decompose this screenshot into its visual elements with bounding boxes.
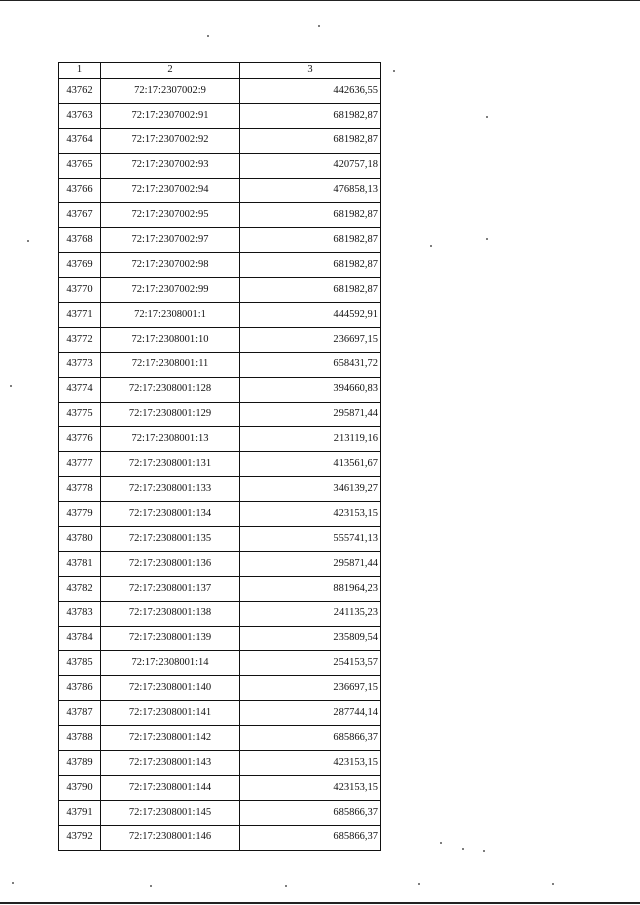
cadastral-number: 72:17:2308001:145	[101, 800, 240, 825]
cadastral-number: 72:17:2308001:137	[101, 576, 240, 601]
table-row	[59, 278, 381, 303]
cadastral-value: 881964,23	[240, 576, 381, 601]
cadastral-value: 236697,15	[240, 676, 381, 701]
row-number: 43763	[59, 103, 101, 128]
table-row	[59, 651, 381, 676]
table-row	[59, 527, 381, 552]
table-row	[59, 551, 381, 576]
cadastral-value: 442636,55	[240, 79, 381, 104]
row-number: 43777	[59, 452, 101, 477]
cadastral-value: 444592,91	[240, 303, 381, 328]
table-row	[59, 676, 381, 701]
cadastral-value: 681982,87	[240, 278, 381, 303]
table-row	[59, 327, 381, 352]
cadastral-number: 72:17:2307002:92	[101, 128, 240, 153]
table-row	[59, 800, 381, 825]
table-row	[59, 626, 381, 651]
scan-speck	[430, 245, 432, 247]
cadastral-value: 681982,87	[240, 228, 381, 253]
scan-speck	[486, 238, 488, 240]
cadastral-value: 287744,14	[240, 701, 381, 726]
row-number: 43774	[59, 377, 101, 402]
scan-speck	[150, 885, 152, 887]
table-header-row	[59, 63, 381, 79]
table-row	[59, 153, 381, 178]
cadastral-number: 72:17:2307002:93	[101, 153, 240, 178]
row-number: 43762	[59, 79, 101, 104]
table-row	[59, 701, 381, 726]
row-number: 43764	[59, 128, 101, 153]
cadastral-number: 72:17:2307002:94	[101, 178, 240, 203]
scan-speck	[440, 842, 442, 844]
cadastral-number: 72:17:2307002:91	[101, 103, 240, 128]
page-top-edge	[0, 0, 640, 1]
row-number: 43792	[59, 825, 101, 850]
cadastral-number: 72:17:2308001:135	[101, 527, 240, 552]
row-number: 43784	[59, 626, 101, 651]
row-number: 43779	[59, 502, 101, 527]
table-row	[59, 203, 381, 228]
scan-speck	[12, 882, 14, 884]
cadastral-value: 295871,44	[240, 402, 381, 427]
table-row	[59, 601, 381, 626]
row-number: 43785	[59, 651, 101, 676]
row-number: 43772	[59, 327, 101, 352]
cadastral-value: 235809,54	[240, 626, 381, 651]
scan-speck	[486, 116, 488, 118]
table-row	[59, 128, 381, 153]
cadastral-value: 420757,18	[240, 153, 381, 178]
scan-speck	[552, 883, 554, 885]
row-number: 43771	[59, 303, 101, 328]
row-number: 43787	[59, 701, 101, 726]
cadastral-number: 72:17:2308001:133	[101, 477, 240, 502]
cadastral-number: 72:17:2308001:131	[101, 452, 240, 477]
column-header: 3	[240, 63, 381, 79]
table-row	[59, 751, 381, 776]
row-number: 43769	[59, 253, 101, 278]
cadastral-number: 72:17:2307002:97	[101, 228, 240, 253]
row-number: 43780	[59, 527, 101, 552]
scan-speck	[285, 885, 287, 887]
table-row	[59, 775, 381, 800]
data-table	[58, 62, 381, 851]
row-number: 43781	[59, 551, 101, 576]
cadastral-number: 72:17:2308001:138	[101, 601, 240, 626]
cadastral-value: 241135,23	[240, 601, 381, 626]
table-row	[59, 228, 381, 253]
cadastral-number: 72:17:2308001:13	[101, 427, 240, 452]
row-number: 43770	[59, 278, 101, 303]
row-number: 43790	[59, 775, 101, 800]
cadastral-value: 681982,87	[240, 253, 381, 278]
cadastral-value: 476858,13	[240, 178, 381, 203]
table-row	[59, 253, 381, 278]
row-number: 43775	[59, 402, 101, 427]
scan-speck	[27, 240, 29, 242]
table-row	[59, 103, 381, 128]
table-row	[59, 402, 381, 427]
cadastral-number: 72:17:2307002:95	[101, 203, 240, 228]
row-number: 43783	[59, 601, 101, 626]
cadastral-value: 681982,87	[240, 203, 381, 228]
table-row	[59, 477, 381, 502]
cadastral-value: 213119,16	[240, 427, 381, 452]
table-body	[59, 79, 381, 851]
cadastral-number: 72:17:2308001:139	[101, 626, 240, 651]
row-number: 43767	[59, 203, 101, 228]
column-header: 2	[101, 63, 240, 79]
cadastral-number: 72:17:2308001:134	[101, 502, 240, 527]
table-row	[59, 79, 381, 104]
table-row	[59, 178, 381, 203]
cadastral-value: 423153,15	[240, 775, 381, 800]
cadastral-number: 72:17:2308001:141	[101, 701, 240, 726]
cadastral-value: 685866,37	[240, 726, 381, 751]
cadastral-value: 681982,87	[240, 128, 381, 153]
table-row	[59, 377, 381, 402]
table-row	[59, 352, 381, 377]
cadastral-value: 413561,67	[240, 452, 381, 477]
cadastral-number: 72:17:2308001:14	[101, 651, 240, 676]
row-number: 43776	[59, 427, 101, 452]
cadastral-number: 72:17:2308001:140	[101, 676, 240, 701]
scan-speck	[393, 70, 395, 72]
cadastral-number: 72:17:2307002:99	[101, 278, 240, 303]
cadastral-value: 236697,15	[240, 327, 381, 352]
scan-speck	[483, 850, 485, 852]
cadastral-number: 72:17:2308001:144	[101, 775, 240, 800]
table-row	[59, 427, 381, 452]
scan-speck	[318, 25, 320, 27]
scan-speck	[462, 848, 464, 850]
row-number: 43778	[59, 477, 101, 502]
row-number: 43788	[59, 726, 101, 751]
row-number: 43791	[59, 800, 101, 825]
table-row	[59, 452, 381, 477]
scan-speck	[207, 35, 209, 37]
row-number: 43789	[59, 751, 101, 776]
scan-speck	[10, 385, 12, 387]
cadastral-number: 72:17:2307002:9	[101, 79, 240, 104]
cadastral-number: 72:17:2308001:136	[101, 551, 240, 576]
row-number: 43773	[59, 352, 101, 377]
table-row	[59, 825, 381, 850]
table-row	[59, 502, 381, 527]
cadastral-value: 555741,13	[240, 527, 381, 552]
cadastral-number: 72:17:2308001:10	[101, 327, 240, 352]
row-number: 43786	[59, 676, 101, 701]
cadastral-value: 681982,87	[240, 103, 381, 128]
cadastral-number: 72:17:2308001:143	[101, 751, 240, 776]
cadastral-value: 685866,37	[240, 800, 381, 825]
row-number: 43782	[59, 576, 101, 601]
cadastral-value: 295871,44	[240, 551, 381, 576]
table-row	[59, 726, 381, 751]
cadastral-number: 72:17:2308001:128	[101, 377, 240, 402]
cadastral-value: 346139,27	[240, 477, 381, 502]
table-row	[59, 303, 381, 328]
cadastral-value: 394660,83	[240, 377, 381, 402]
row-number: 43765	[59, 153, 101, 178]
cadastral-value: 685866,37	[240, 825, 381, 850]
page-bottom-edge	[0, 902, 640, 904]
cadastral-value: 423153,15	[240, 751, 381, 776]
cadastral-number: 72:17:2307002:98	[101, 253, 240, 278]
cadastral-number: 72:17:2308001:129	[101, 402, 240, 427]
cadastral-number: 72:17:2308001:146	[101, 825, 240, 850]
table-row	[59, 576, 381, 601]
cadastral-value: 423153,15	[240, 502, 381, 527]
cadastral-value: 658431,72	[240, 352, 381, 377]
cadastral-number: 72:17:2308001:11	[101, 352, 240, 377]
cadastral-value: 254153,57	[240, 651, 381, 676]
row-number: 43768	[59, 228, 101, 253]
cadastral-number: 72:17:2308001:1	[101, 303, 240, 328]
cadastral-number: 72:17:2308001:142	[101, 726, 240, 751]
row-number: 43766	[59, 178, 101, 203]
scan-speck	[418, 883, 420, 885]
column-header: 1	[59, 63, 101, 79]
